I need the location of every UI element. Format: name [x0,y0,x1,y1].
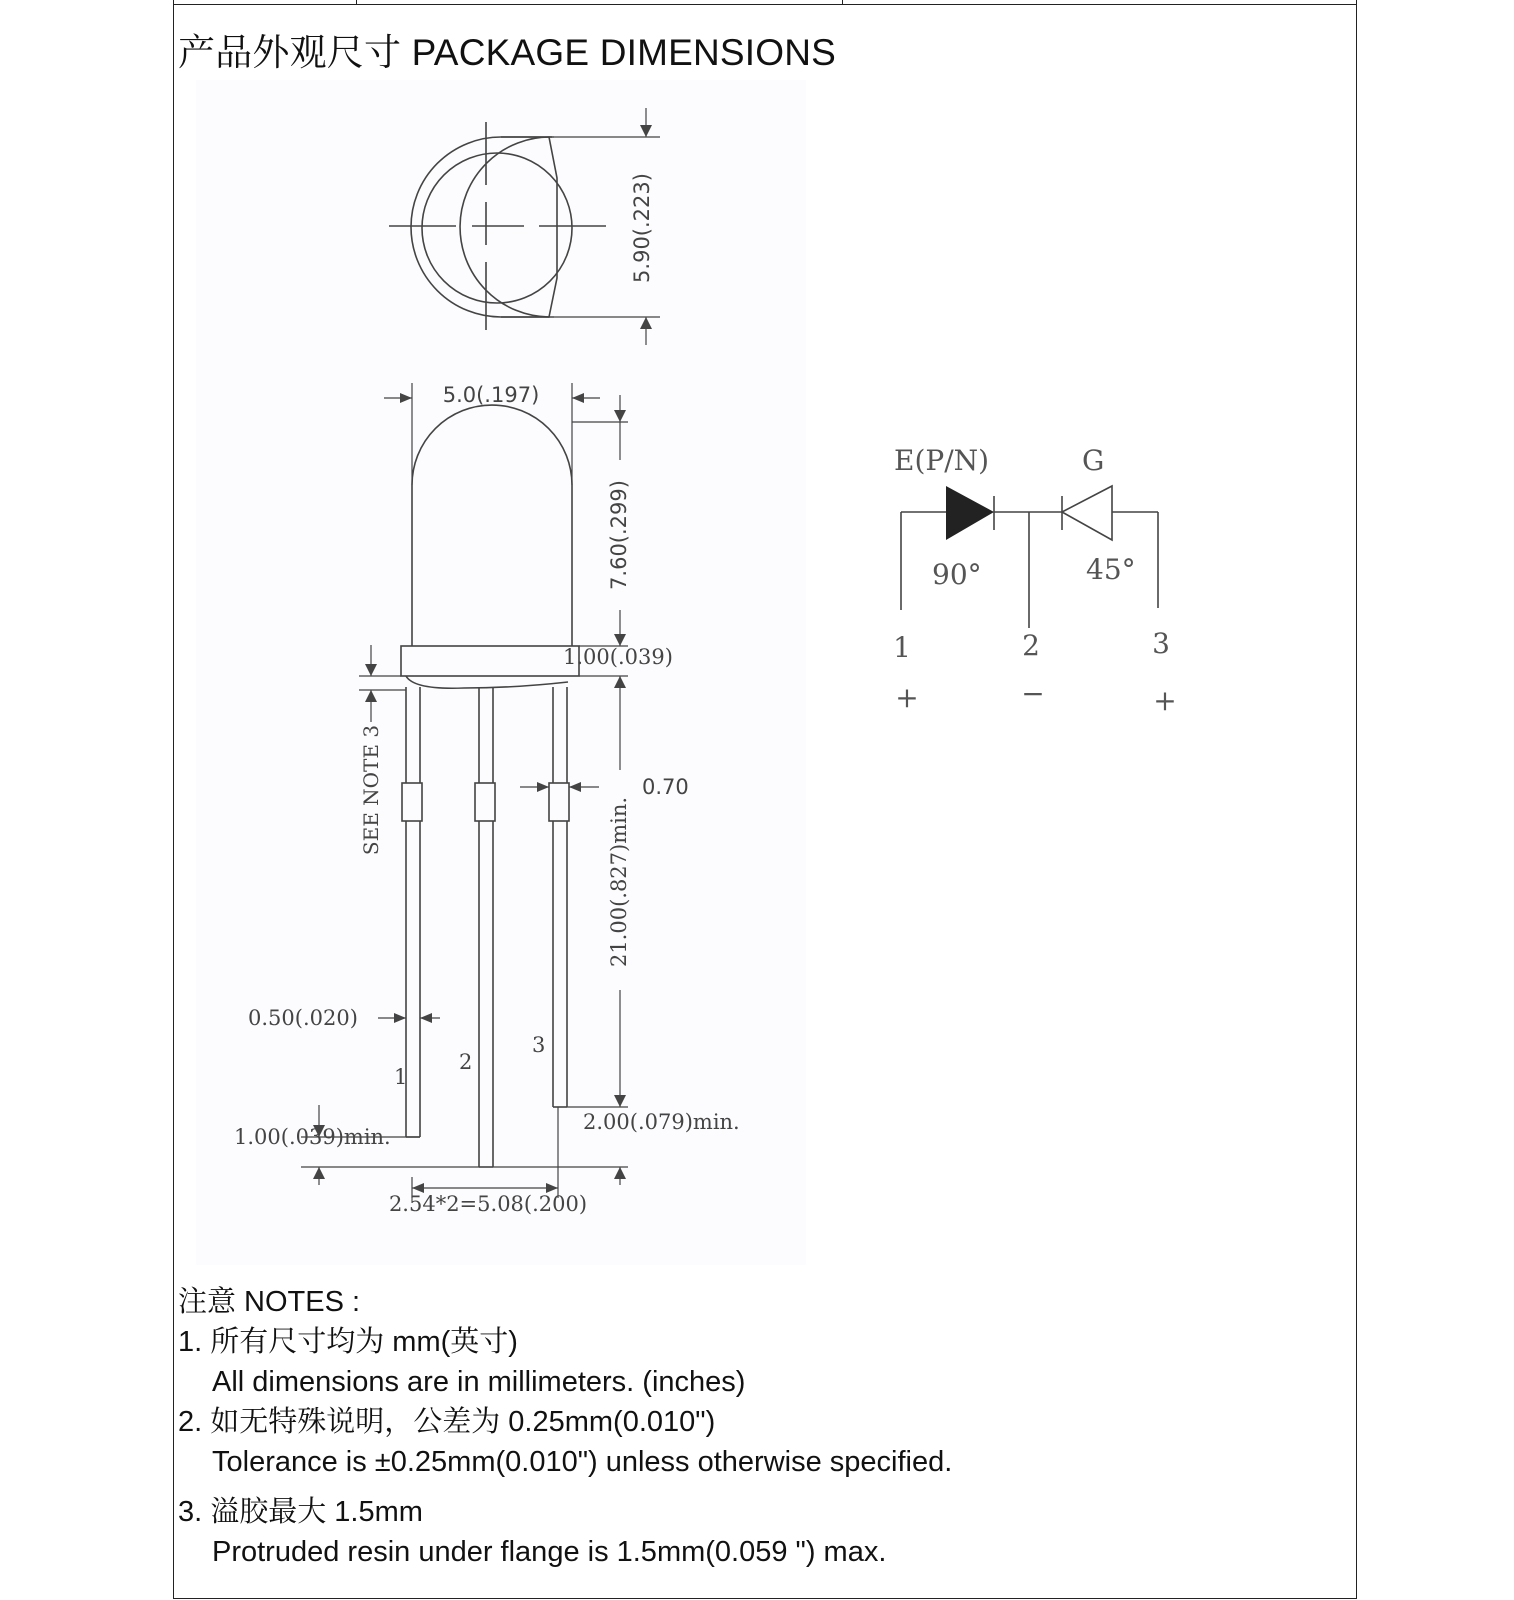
polarity-3: + [1153,684,1177,717]
dim-offset-right: 2.00(.079)min. [583,1110,740,1134]
dim-dome-height: 7.60(.299) [607,480,631,590]
note-1-en: All dimensions are in millimeters. (inches) [212,1366,746,1398]
dim-kink-width: 0.70 [642,775,689,799]
note-2-cn: 2. 如无特殊说明，公差为 0.25mm(0.010") [178,1406,716,1438]
schematic-label-right: G [1082,444,1105,477]
lead-label-3: 3 [532,1033,546,1057]
notes-heading: 注意 NOTES : [178,1286,361,1318]
dim-lead-width: 0.50(.020) [248,1006,358,1030]
drawing-background [196,80,806,1265]
dim-lead-length: 21.00(.827)min. [607,796,631,968]
page-title: 产品外观尺寸 PACKAGE DIMENSIONS [178,32,837,73]
pin-label-2: 2 [1022,629,1040,662]
pin-label-1: 1 [893,631,911,664]
note-3-cn: 3. 溢胶最大 1.5mm [178,1496,423,1528]
dim-offset-left: 1.00(.039)min. [234,1125,391,1149]
diode-right-icon [1062,486,1112,540]
package-drawing [174,0,1358,1270]
note-2-en: Tolerance is ±0.25mm(0.010") unless otherwise specified. [212,1446,953,1478]
dim-body-width: 5.0(.197) [442,383,540,407]
lead-label-1: 1 [394,1065,408,1089]
polarity-1: + [895,681,919,714]
dim-flange-height: 1.00(.039) [563,645,673,669]
see-note-label: SEE NOTE 3 [359,724,383,856]
datasheet-frame [173,0,1357,1599]
note-3-en: Protruded resin under flange is 1.5mm(0.059 ") max. [212,1536,887,1568]
lead-label-2: 2 [459,1050,473,1074]
diode-left-icon [946,486,994,540]
dim-lead-pitch: 2.54*2=5.08(.200) [388,1192,588,1216]
schematic-label-left: E(P/N) [894,444,990,477]
pin-label-3: 3 [1152,627,1170,660]
angle-left: 90° [932,558,982,591]
note-1-cn: 1. 所有尺寸均为 mm(英寸) [178,1326,518,1358]
polarity-2: − [1021,677,1045,710]
notes-section [178,1282,952,1572]
dim-top-height: 5.90(.223) [630,173,654,283]
angle-right: 45° [1086,553,1136,586]
